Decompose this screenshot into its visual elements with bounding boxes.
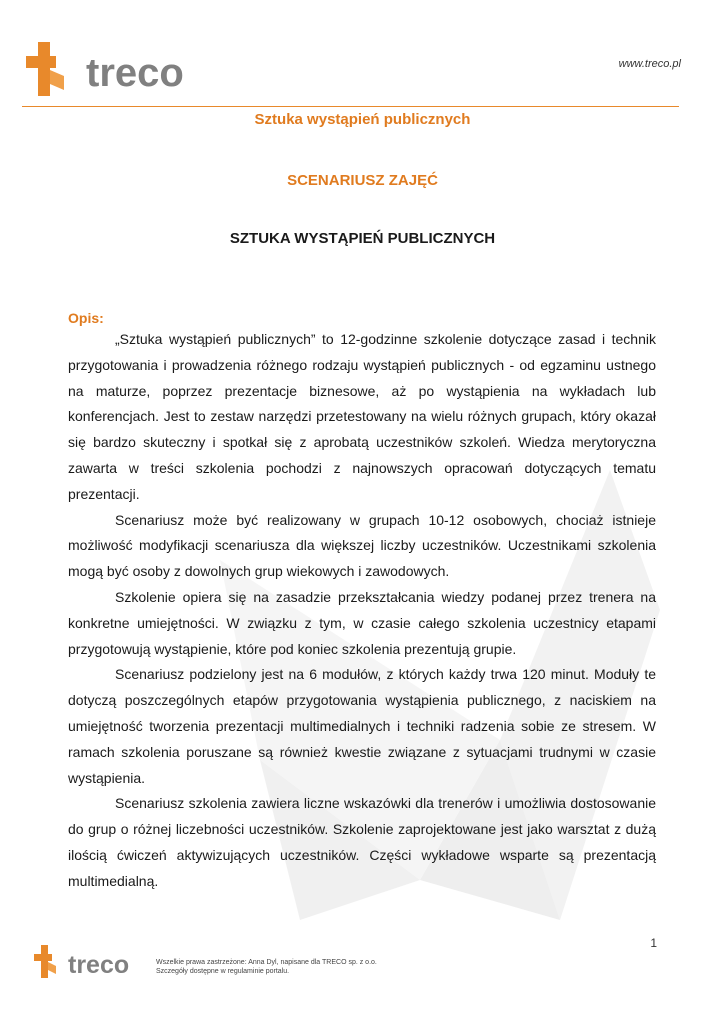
paragraph: Scenariusz podzielony jest na 6 modułów, z których każdy trwa 120 minut. Moduły te dotyczą poszczególnych etapów przygotowania wystąpienia publicznego, z naciskiem na umiejętność tworzenia prezentacji multimedialnych i techniki radzenia sobie ze stresem. W ramach szkolenia poruszane są również kwestie związane z sytuacjami trudnymi w czasie wystąpienia. (68, 666, 656, 786)
footer-note-line: Szczegóły dostępne w regulaminie portalu. (156, 968, 290, 975)
section-label-opis: Opis: (68, 310, 104, 326)
paragraph: Scenariusz może być realizowany w grupach 10-12 osobowych, chociaż istnieje możliwość modyfikacji scenariusza dla większej liczby uczestników. Uczestnikami szkolenia mogą być osoby z dowolnych grup wiekowych i zawodowych. (68, 511, 656, 580)
document-title: SZTUKA WYSTĄPIEŃ PUBLICZNYCH (229, 230, 496, 247)
footer-logo-mark-icon (34, 945, 56, 978)
paragraph: Szkolenie opiera się na zasadzie przekształcania wiedzy podanej przez trenera na konkretne umiejętności. W związku z tym, w czasie całego szkolenia uczestnicy etapami przygotowują wystąpienie, które pod koniec szkolenia prezentują grupie. (68, 588, 656, 657)
footer-treco-logo (32, 944, 142, 978)
treco-logo-mark-icon (26, 42, 64, 96)
document-subject: Sztuka wystąpień publicznych (254, 111, 471, 128)
description-body (68, 327, 656, 895)
paragraph: „Sztuka wystąpień publicznych” to 12-godzinne szkolenie dotyczące zasad i technik przygotowania i prowadzenia różnego rodzaju wystąpień publicznych - od egzaminu ustnego na maturze, poprzez prezentacje biznesowe, aż po wystąpienia na wykładach lub konferencjach. Jest to zestaw narzędzi przetestowany na wielu różnych grupach, który okazał się bardzo skuteczny i spotkał się z aprobatą uczestników szkoleń. Wiedza merytoryczna zawarta w treści szkolenia pochodzi z najnowszych opracowań dotyczących tematu prezentacji. (68, 331, 656, 502)
footer-note-line: Wszelkie prawa zastrzeżone: Anna Dyl, napisane dla TRECO sp. z o.o. (156, 959, 377, 966)
footer-logo-word: treco (68, 951, 130, 978)
treco-logo (24, 40, 214, 96)
logo-word: treco (86, 51, 184, 95)
paragraph: Scenariusz szkolenia zawiera liczne wskazówki dla trenerów i umożliwia dostosowanie do grup o różnej liczebności uczestników. Szkolenie zaprojektowane jest jako warsztat z dużą ilością ćwiczeń aktywizujących uczestników. Części wykładowe wsparte są prezentacją multimedialną. (68, 795, 656, 889)
footer-copyright (156, 958, 377, 976)
header-divider (22, 106, 679, 107)
site-url[interactable]: www.treco.pl (618, 58, 681, 70)
document-kind: SCENARIUSZ ZAJĘĆ (287, 172, 438, 189)
page-number: 1 (650, 936, 657, 950)
